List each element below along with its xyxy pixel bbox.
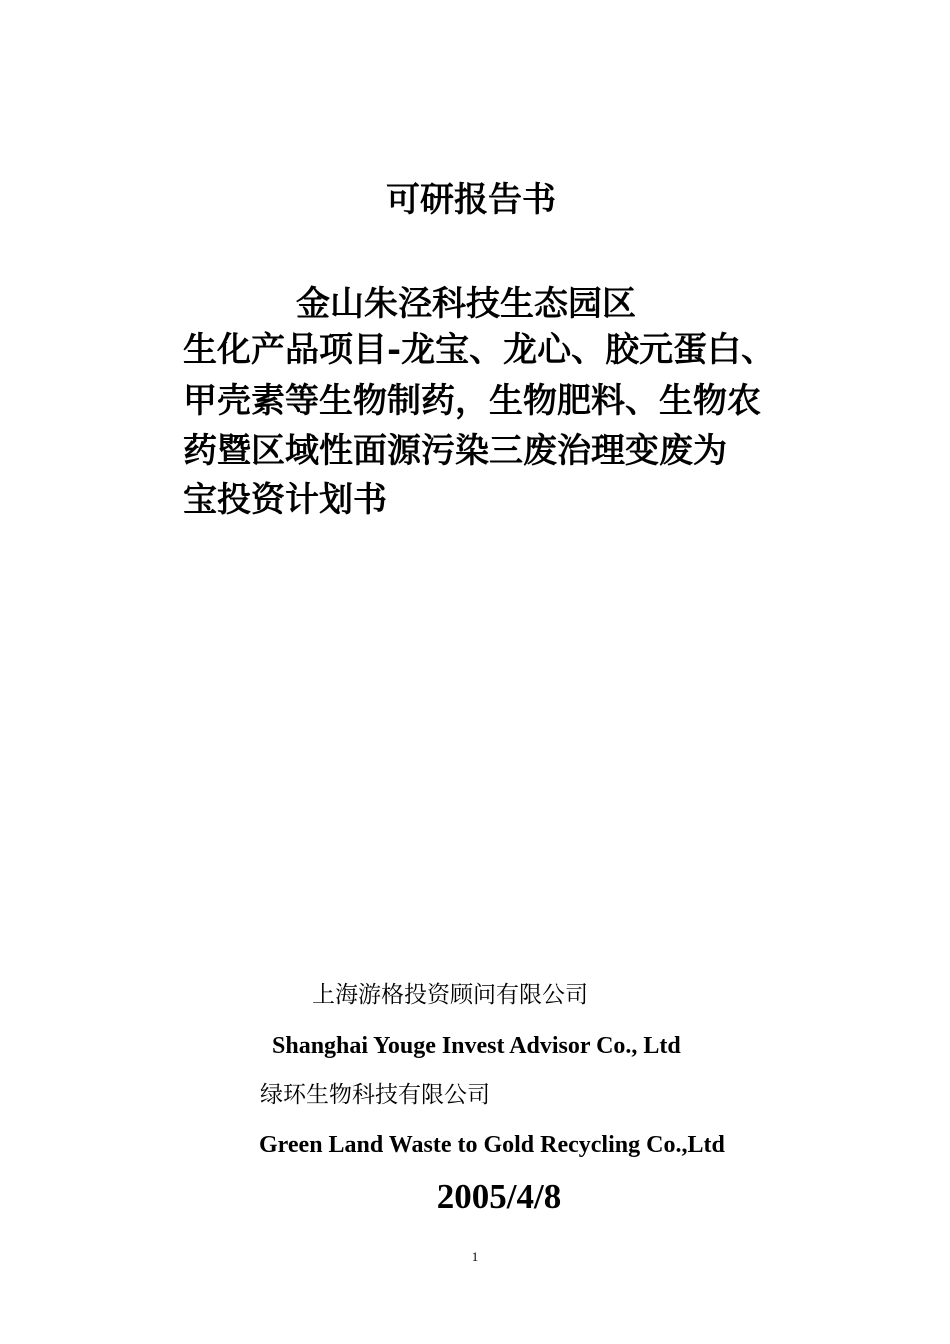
project-title-line-2: 甲壳素等生物制药，生物肥料、生物农 [183,381,761,421]
project-title-line-4: 宝投资计划书 [183,480,387,520]
project-title-line-3: 药暨区域性面源污染三废治理变废为 [183,431,727,471]
project-title-line-1: 生化产品项目-龙宝、龙心、胶元蛋白、 [183,330,776,370]
park-name-heading: 金山朱泾科技生态园区 [296,284,636,324]
page-number: 1 [471,1249,479,1264]
company-name-en-2: Green Land Waste to Gold Recycling Co.,Ltd [259,1132,725,1158]
company-name-cn-1: 上海游格投资顾问有限公司 [312,982,588,1008]
document-type-heading: 可研报告书 [386,180,556,220]
company-name-en-1: Shanghai Youge Invest Advisor Co., Ltd [272,1033,681,1059]
document-date: 2005/4/8 [436,1177,562,1216]
company-name-cn-2: 绿环生物科技有限公司 [260,1082,490,1108]
